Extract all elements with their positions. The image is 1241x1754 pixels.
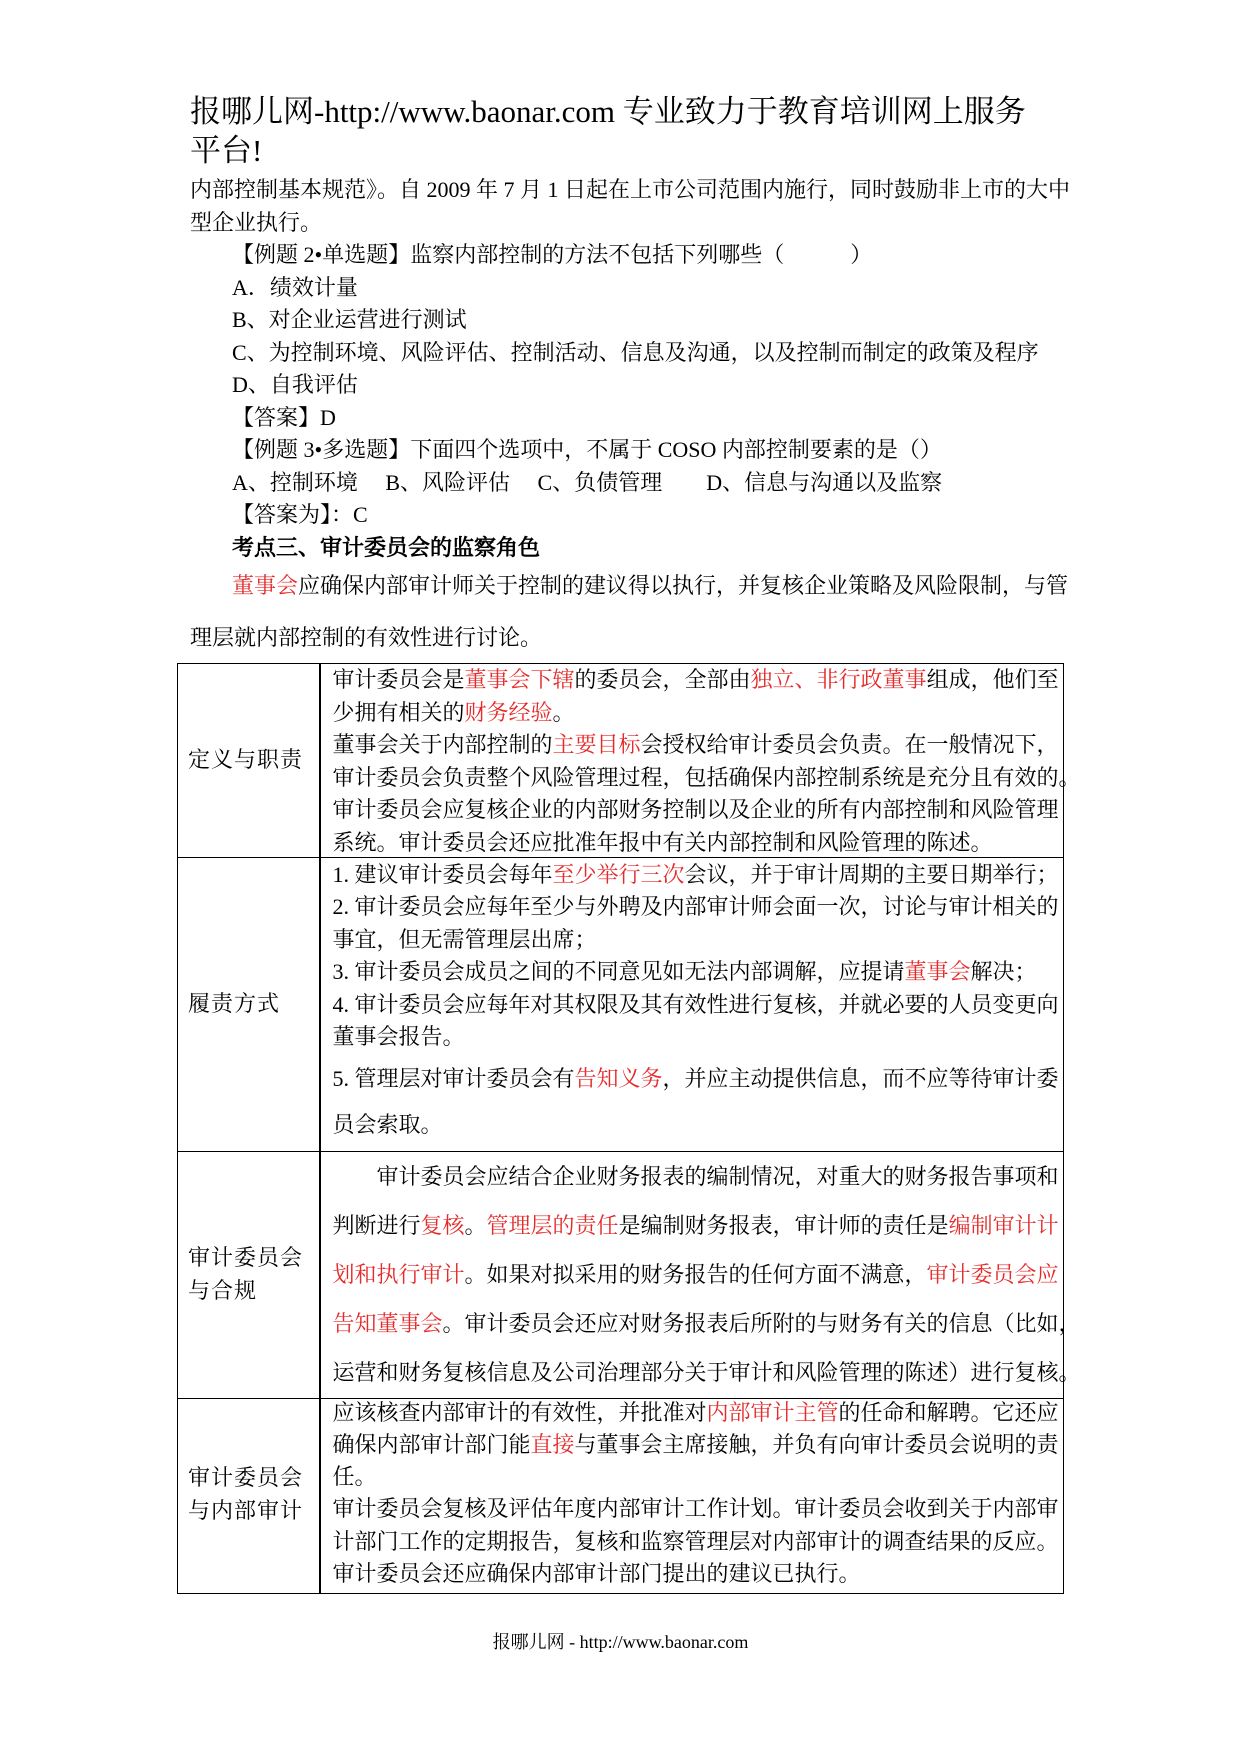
header-line: 报哪儿网-http://www.baonar.com 专业致力于教育培训网上服务 [190, 94, 1026, 129]
content-line: 审计委员会还应确保内部审计部门提出的建议已执行。 [332, 1560, 861, 1586]
row-label [178, 1399, 319, 1592]
content-line: 计部门工作的定期报告，复核和监察管理层对内部审计的调查结果的反应。 [332, 1528, 1059, 1554]
section-paragraph-line [190, 570, 1090, 603]
text-run: 与董事会主席接触，并负有向审计委员会说明的责 [574, 1431, 1059, 1457]
document-body [190, 174, 1090, 654]
row-label-line: 与内部审计 [188, 1497, 304, 1523]
text-run: 董事会关于内部控制的 [332, 732, 553, 757]
row-content [321, 664, 1081, 857]
content-line [332, 1299, 1081, 1348]
emphasized-text: 审计委员会应 [926, 1261, 1059, 1287]
text-run: 判断进行 [332, 1212, 421, 1238]
text-run: 1. 建议审计委员会每年 [332, 861, 553, 887]
emphasized-text: 直接 [530, 1431, 575, 1457]
content-line [333, 1056, 1064, 1102]
table-row [178, 857, 1063, 1151]
emphasized-text: 告知董事会 [332, 1310, 443, 1336]
emphasized-text: 独立、非行政董事 [750, 667, 927, 692]
text-run: 5. 管理层对审计委员会有 [332, 1066, 575, 1091]
content-line [333, 1397, 1064, 1429]
row-label [178, 858, 319, 1151]
site-header [190, 92, 1090, 170]
row-content [321, 1152, 1081, 1398]
example-2-option-d: D、自我评估 [232, 372, 358, 397]
text-run: 。 [552, 699, 575, 725]
text-run: 是编制财务报表，审计师的责任是 [618, 1212, 949, 1238]
content-line: 任。 [332, 1464, 377, 1490]
text-run: 的委员会，全部由 [574, 667, 751, 692]
content-line [333, 1201, 1064, 1250]
page-footer: 报哪儿网 - http://www.baonar.com [492, 1632, 749, 1652]
audit-committee-table [177, 663, 1081, 1594]
table-row [178, 1398, 1063, 1592]
emphasized-text: 至少举行三次 [552, 861, 685, 887]
text-run: 解决； [970, 959, 1037, 984]
header-line: 平台! [190, 133, 263, 168]
example-3-options: A、控制环境 B、风险评估 C、负债管理 D、信息与沟通以及监察 [232, 469, 943, 495]
content-line: 董事会报告。 [332, 1024, 465, 1049]
table-row [178, 1151, 1081, 1398]
content-line: 2. 审计委员会应每年至少与外聘及内部审计师会面一次，讨论与审计相关的 [332, 894, 1059, 919]
row-label-line: 与合规 [188, 1277, 258, 1303]
emphasized-text: 告知义务 [574, 1066, 663, 1091]
text-run: ，并应主动提供信息，而不应等待审计委 [662, 1066, 1059, 1091]
content-line: 员会索取。 [332, 1112, 443, 1137]
example-2-option-b: B、对企业运营进行测试 [232, 307, 467, 332]
row-label [178, 1152, 319, 1398]
content-line [333, 664, 1064, 697]
content-line [333, 1250, 1064, 1299]
text-run: 。审计委员会还应对财务报表后所附的与财务有关的信息（比如， [442, 1310, 1081, 1336]
emphasized-text: 划和执行审计 [332, 1261, 465, 1287]
text-run: 3. 审计委员会成员之间的不同意见如无法内部调解，应提请 [332, 959, 905, 984]
row-content [321, 1397, 1064, 1592]
emphasized-text: 董事会 [904, 959, 971, 984]
content-line [333, 729, 1064, 762]
content-line: 审计委员会负责整个风险管理过程，包括确保内部控制系统是充分且有效的。 [332, 764, 1081, 790]
text-run: 的任命和解聘。它还应 [838, 1399, 1059, 1425]
emphasized-text: 复核 [420, 1212, 465, 1238]
content-line: 4. 审计委员会应每年对其权限及其有效性进行复核，并就必要的人员变更向 [332, 991, 1059, 1017]
emphasized-text: 编制审计计 [948, 1212, 1059, 1238]
content-line [333, 1429, 1064, 1461]
text-run: 。如果对拟采用的财务报告的任何方面不满意， [464, 1261, 927, 1287]
content-line [333, 956, 1064, 989]
table-row [178, 664, 1081, 857]
row-content [321, 858, 1064, 1151]
text-run: 。 [464, 1212, 487, 1238]
content-line: 运营和财务复核信息及公司治理部分关于审计和风险管理的陈述）进行复核。 [332, 1359, 1081, 1385]
row-label [178, 664, 319, 857]
row-label-line: 履责方式 [188, 990, 281, 1016]
text-run: 应确保内部审计师关于控制的建议得以执行，并复核企业策略及风险限制，与管 [298, 573, 1069, 598]
example-3-question: 【例题 3•多选题】下面四个选项中，不属于 COSO 内部控制要素的是（） [232, 437, 942, 462]
text-run: 确保内部审计部门能 [332, 1431, 531, 1457]
content-line: 系统。审计委员会还应批准年报中有关内部控制和风险管理的陈述。 [332, 829, 993, 855]
example-2-question: 【例题 2•单选题】监察内部控制的方法不包括下列哪些（ ） [232, 242, 873, 267]
emphasized-text: 管理层的责任 [486, 1212, 619, 1238]
content-line [333, 859, 1064, 892]
text-run: 会授权给审计委员会负责。在一般情况下， [640, 732, 1059, 757]
text-run: 审计委员会是 [332, 667, 465, 692]
content-line: 审计委员会应结合企业财务报表的编制情况，对重大的财务报告事项和 [376, 1163, 1059, 1189]
paragraph-line: 型企业执行。 [190, 209, 323, 235]
example-3-answer: 【答案为】：C [232, 502, 368, 527]
emphasized-text: 董事会下辖 [464, 667, 575, 692]
content-line [333, 697, 1064, 730]
emphasized-text: 财务经验 [464, 699, 553, 725]
example-2-option-c: C、为控制环境、风险评估、控制活动、信息及沟通，以及控制而制定的政策及程序 [232, 339, 1039, 365]
section-paragraph-line: 理层就内部控制的有效性进行讨论。 [190, 624, 543, 650]
section-heading: 考点三、审计委员会的监察角色 [232, 534, 541, 560]
row-label-line: 审计委员会 [188, 1465, 304, 1491]
row-label-line: 定义与职责 [188, 747, 304, 772]
paragraph-line: 内部控制基本规范》。自 2009 年 7 月 1 日起在上市公司范围内施行，同时鼓励非上市的大中 [190, 177, 1071, 202]
text-run: 应该核查内部审计的有效性，并批准对 [332, 1399, 707, 1425]
row-label-line: 审计委员会 [188, 1245, 304, 1270]
content-line: 审计委员会复核及评估年度内部审计工作计划。审计委员会收到关于内部审 [332, 1496, 1059, 1522]
emphasized-text: 内部审计主管 [706, 1399, 839, 1425]
text-run: 少拥有相关的 [332, 699, 465, 725]
text-run: 组成，他们至 [926, 667, 1059, 692]
content-line: 审计委员会应复核企业的内部财务控制以及企业的所有内部控制和风险管理 [332, 797, 1059, 822]
emphasized-text: 董事会 [232, 573, 299, 598]
example-2-answer: 【答案】D [232, 404, 336, 430]
content-line: 事宜，但无需管理层出席； [332, 926, 597, 952]
emphasized-text: 主要目标 [552, 732, 641, 757]
text-run: 会议，并于审计周期的主要日期举行； [684, 861, 1059, 887]
example-2-option-a: A．绩效计量 [232, 274, 358, 300]
